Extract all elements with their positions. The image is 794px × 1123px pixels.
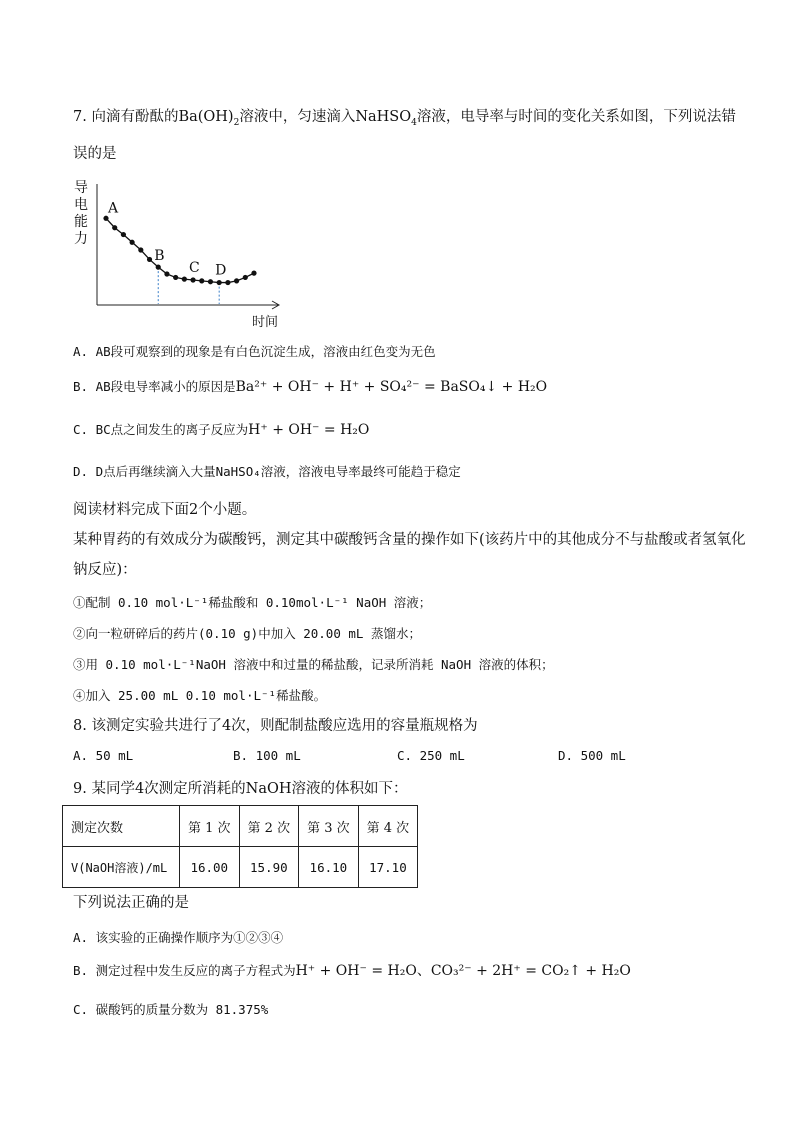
q7-stem-sub-b: 4 [411, 117, 417, 128]
q7-option-b [73, 377, 547, 397]
q7-option-c-text: C. BC点之间发生的离子反应为 [73, 422, 249, 437]
table-header-row [63, 806, 418, 847]
chart-point-label: C [189, 260, 200, 276]
chart-data-point [138, 247, 143, 252]
chart-point-label: D [215, 262, 227, 279]
q8-option-a: A. 50 mL [73, 748, 134, 763]
table-cell: V(NaOH溶液)/mL [63, 847, 180, 888]
conductivity-chart [70, 176, 300, 336]
table-cell: 16.10 [299, 847, 359, 888]
q7-stem-line1 [73, 107, 736, 127]
chart-data-point [190, 277, 195, 282]
passage-step2: ②向一粒研碎后的药片(0.10 g)中加入 20.00 mL 蒸馏水； [73, 626, 421, 641]
q9-option-a: A. 该实验的正确操作顺序为①②③④ [73, 930, 284, 945]
q7-stem-sub-a: 2 [233, 117, 240, 128]
chart-data-point [164, 271, 169, 276]
table-header-cell: 测定次数 [63, 806, 180, 847]
passage-step1: ①配制 0.10 mol·L⁻¹稀盐酸和 0.10mol·L⁻¹ NaOH 溶液； [73, 595, 432, 610]
chart-data-point [173, 275, 178, 280]
chart-ylabel-char: 电 [74, 197, 88, 213]
passage-intro: 阅读材料完成下面2个小题。 [73, 502, 257, 518]
chart-ylabel-char: 导 [74, 180, 88, 196]
q7-stem-line2: 误的是 [73, 146, 117, 162]
chart-data-point [234, 278, 239, 283]
q9-option-b [73, 961, 631, 981]
q7-option-c [73, 420, 369, 440]
chart-data-point [103, 216, 108, 221]
chart-xlabel: 时间 [252, 315, 279, 330]
chart-data-point [130, 240, 135, 245]
passage-line2: 钠反应)： [73, 562, 137, 578]
q9-option-b-equation: H⁺ + OH⁻ = H₂O、CO₃²⁻ + 2H⁺ = CO₂↑ + H₂O [295, 963, 631, 979]
conductivity-series-points [103, 216, 256, 285]
table-cell: 17.10 [358, 847, 418, 888]
passage-step3: ③用 0.10 mol·L⁻¹NaOH 溶液中和过量的稀盐酸，记录所消耗 NaOH 溶液的体积； [73, 657, 554, 672]
q8-stem: 8. 该测定实验共进行了4次，则配制盐酸应选用的容量瓶规格为 [73, 718, 478, 734]
table-header-cell: 第 3 次 [299, 806, 359, 847]
chart-data-point [225, 280, 230, 285]
q7-option-d: D. D点后再继续滴入大量NaHSO₄溶液，溶液电导率最终可能趋于稳定 [73, 464, 461, 479]
chart-data-point [121, 232, 126, 237]
passage-line1: 某种胃药的有效成分为碳酸钙，测定其中碳酸钙含量的操作如下(该药片中的其他成分不与盐酸或者氢氧化 [73, 532, 746, 548]
chart-ylabel [74, 180, 88, 247]
naoh-volume-table [62, 805, 418, 888]
table-row [63, 847, 418, 888]
chart-data-point [243, 275, 248, 280]
table-header-cell: 第 1 次 [180, 806, 240, 847]
q9-prompt: 下列说法正确的是 [73, 895, 189, 911]
q7-stem-part-b: 溶液中，匀速滴入NaHSO [239, 109, 412, 125]
q7-option-b-text: B. AB段电导率减小的原因是 [73, 379, 236, 394]
table-cell: 16.00 [180, 847, 240, 888]
q8-option-c: C. 250 mL [397, 748, 465, 763]
table-cell: 15.90 [239, 847, 299, 888]
q7-option-b-equation: Ba²⁺ + OH⁻ + H⁺ + SO₄²⁻ = BaSO₄↓ + H₂O [235, 379, 548, 395]
chart-data-point [217, 280, 222, 285]
table-header-cell: 第 2 次 [239, 806, 299, 847]
q8-option-d: D. 500 mL [558, 748, 626, 763]
chart-data-point [147, 257, 152, 262]
q9-option-b-text: B. 测定过程中发生反应的离子方程式为 [73, 963, 296, 978]
q8-option-b: B. 100 mL [233, 748, 301, 763]
chart-point-labels [107, 200, 226, 278]
q7-stem-part-a: 7. 向滴有酚酞的Ba(OH) [73, 109, 234, 125]
passage-step4: ④加入 25.00 mL 0.10 mol·L⁻¹稀盐酸。 [73, 688, 327, 703]
chart-data-point [182, 277, 187, 282]
q7-stem-part-c: 溶液，电导率与时间的变化关系如图，下列说法错 [416, 109, 736, 125]
chart-ylabel-char: 能 [74, 214, 88, 230]
chart-point-label: B [154, 248, 165, 265]
chart-data-point [156, 265, 161, 270]
chart-data-point [199, 278, 204, 283]
conductivity-series-line [106, 218, 254, 282]
chart-data-point [251, 271, 256, 276]
chart-ylabel-char: 力 [74, 231, 88, 247]
chart-point-label: A [108, 200, 119, 217]
table-header-cell: 第 4 次 [358, 806, 418, 847]
q7-option-c-equation: H⁺ + OH⁻ = H₂O [248, 422, 370, 438]
q7-option-a: A. AB段可观察到的现象是有白色沉淀生成，溶液由红色变为无色 [73, 344, 436, 359]
chart-data-point [208, 279, 213, 284]
chart-data-point [112, 225, 117, 230]
q9-option-c: C. 碳酸钙的质量分数为 81.375% [73, 1002, 269, 1017]
q9-stem: 9. 某同学4次测定所消耗的NaOH溶液的体积如下： [73, 781, 408, 797]
